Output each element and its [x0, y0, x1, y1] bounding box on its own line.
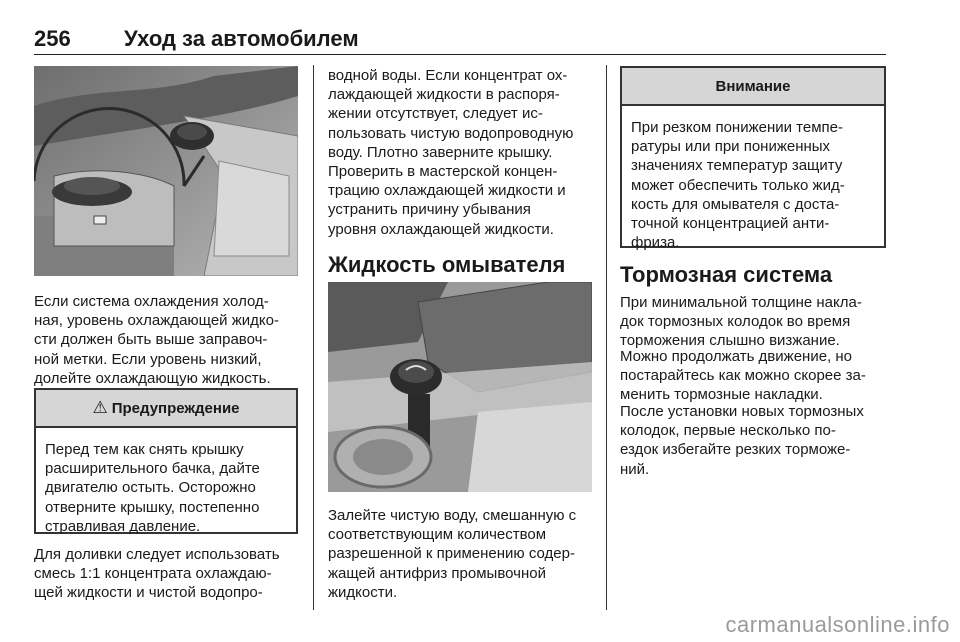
text-line: щей жидкости и чистой водопро- — [34, 584, 263, 602]
text-line: док тормозных колодок во время — [620, 313, 851, 331]
notice-body — [622, 106, 884, 264]
text-line: ная, уровень охлаждающей жидко- — [34, 312, 279, 330]
text-line: уровня охлаждающей жидкости. — [328, 220, 554, 238]
text-line: колодок, первые несколько по- — [620, 422, 836, 440]
text-line: кость для омывателя с доста- — [631, 195, 840, 213]
column-divider-2 — [606, 65, 607, 610]
text-line: После установки новых тормозных — [620, 403, 864, 420]
text-line: расширительного бачка, дайте — [45, 460, 260, 478]
text-line: точной концентрацией анти- — [631, 215, 830, 233]
text-line: значениях температур защиту — [631, 157, 843, 175]
watermark-link[interactable]: carmanualsonline.info — [725, 612, 950, 637]
washer-reservoir-photo — [328, 282, 592, 492]
text-line: может обеспечить только жид- — [631, 176, 845, 194]
text-line: торможения слышно визжание. — [620, 332, 840, 350]
header-rule — [34, 54, 886, 55]
washer-reservoir-illustration — [328, 282, 592, 492]
text-line: отверните крышку, постепенно — [45, 498, 260, 516]
coolant-mix-continued — [328, 66, 600, 239]
text-line: ездок избегайте резких торможе- — [620, 441, 851, 459]
warning-triangle-icon: ⚠ — [92, 398, 108, 417]
coolant-mix-paragraph — [34, 545, 304, 603]
text-line: стравливая давление. — [45, 517, 201, 535]
text-line: трацию охлаждающей жидкости и — [328, 182, 566, 200]
warning-header — [36, 390, 296, 428]
text-line: соответствующим количеством — [328, 526, 547, 544]
text-line: жении отсутствует, следует ис- — [328, 105, 543, 123]
text-line: ной метки. Если уровень низкий, — [34, 350, 262, 368]
text-line: водной воды. Если концентрат ох- — [328, 67, 568, 84]
warning-box — [34, 388, 298, 534]
notice-header — [622, 68, 884, 106]
text-line: двигателю остыть. Осторожно — [45, 479, 256, 497]
text-line: жащей антифриз промывочной — [328, 564, 546, 582]
text-line: При минимальной толщине накла- — [620, 294, 862, 311]
text-line: смесь 1:1 концентрата охлаждаю- — [34, 565, 272, 583]
text-line: долейте охлаждающую жидкость. — [34, 369, 271, 387]
text-line: разрешенной к применению содер- — [328, 545, 575, 563]
brake-pads-paragraph — [620, 293, 892, 351]
text-line: ний. — [620, 460, 650, 478]
text-line: Если система охлаждения холод- — [34, 293, 269, 310]
text-line: ратуры или при пониженных — [631, 138, 831, 156]
text-line: Можно продолжать движение, но — [620, 348, 853, 365]
warning-body — [36, 428, 296, 548]
page-title: Уход за автомобилем — [124, 26, 359, 51]
brake-new-pads-paragraph — [620, 402, 892, 479]
notice-box — [620, 66, 886, 252]
text-line: воду. Плотно заверните крышку. — [328, 143, 553, 161]
page-number: 256 — [34, 26, 71, 51]
text-line: лаждающей жидкости в распоря- — [328, 86, 560, 104]
text-line: сти должен быть выше заправоч- — [34, 331, 268, 349]
text-line: устранить причину убывания — [328, 201, 531, 219]
text-line: фриза. — [631, 234, 680, 252]
brake-system-heading: Тормозная система — [620, 262, 833, 287]
text-line: При резком понижении темпе- — [631, 119, 843, 136]
text-line: менить тормозные накладки. — [620, 386, 823, 404]
coolant-reservoir-illustration — [34, 66, 298, 276]
text-line: Для доливки следует использовать — [34, 546, 280, 563]
notice-title: Внимание — [715, 77, 791, 95]
text-line: Проверить в мастерской концен- — [328, 163, 558, 181]
page-header — [34, 20, 886, 54]
text-line: Перед тем как снять крышку — [45, 441, 244, 458]
text-line: жидкости. — [328, 583, 398, 601]
warning-title: Предупреждение — [111, 399, 240, 417]
washer-fluid-paragraph — [328, 506, 600, 602]
coolant-reservoir-photo — [34, 66, 298, 276]
coolant-level-paragraph — [34, 292, 304, 388]
text-line: пользовать чистую водопроводную — [328, 124, 574, 142]
column-divider-1 — [313, 65, 314, 610]
text-line: Залейте чистую воду, смешанную с — [328, 507, 577, 524]
text-line: постарайтесь как можно скорее за- — [620, 367, 866, 385]
brake-continue-paragraph — [620, 347, 892, 405]
washer-fluid-heading: Жидкость омывателя — [328, 252, 566, 277]
